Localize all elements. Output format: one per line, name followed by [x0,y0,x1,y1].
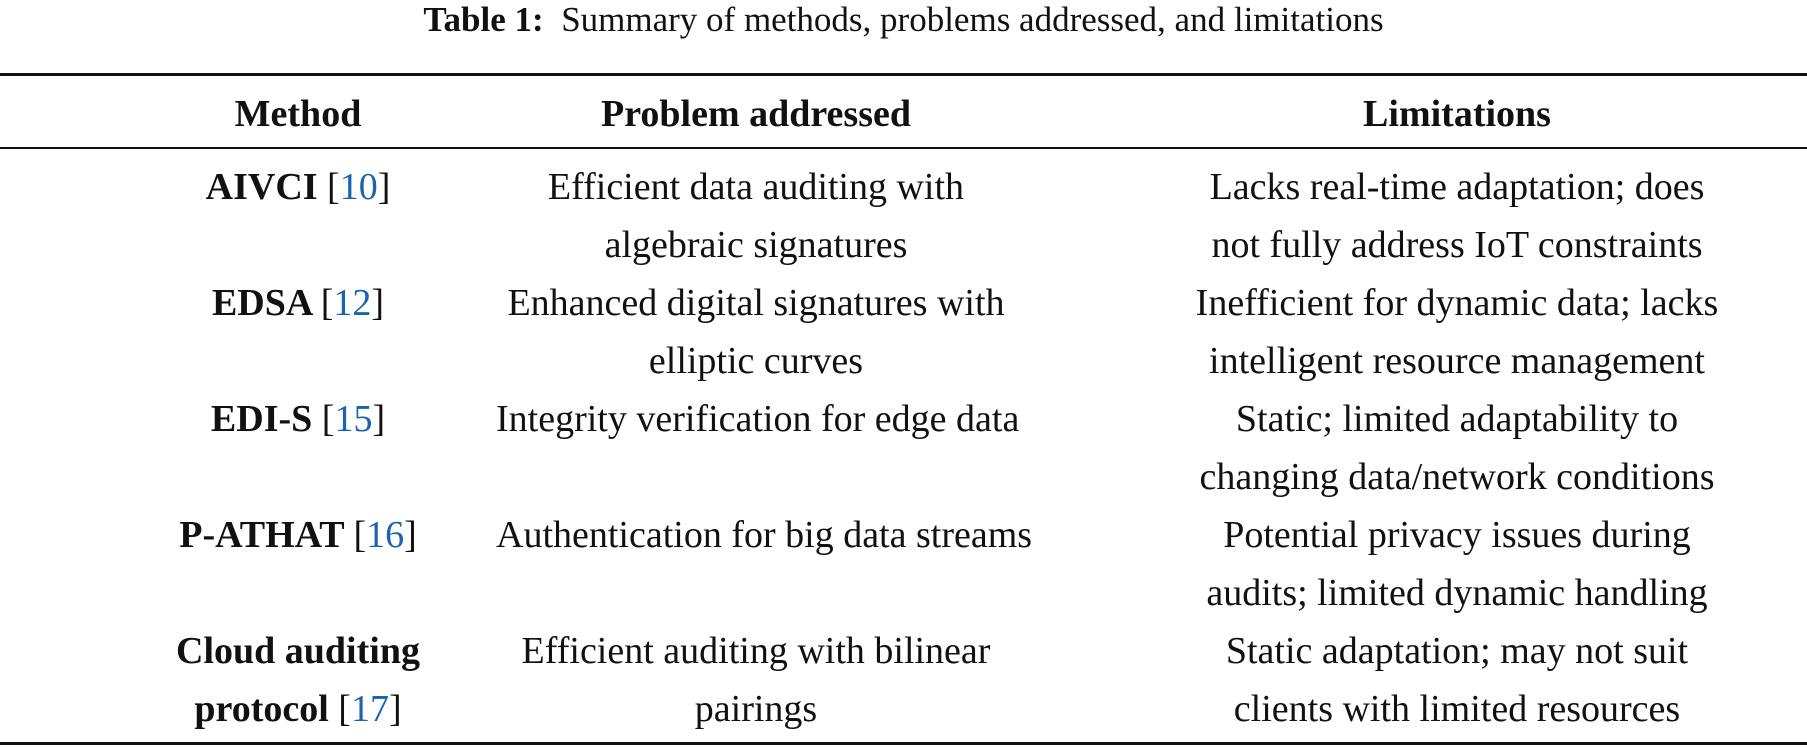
citation-link[interactable]: 15 [334,398,373,440]
problem-line: Efficient data auditing with [547,166,965,208]
table-row [0,274,1807,390]
limitations-cell [1129,274,1785,390]
method-name: P-ATHAT [179,514,344,556]
problem-cell [496,274,1016,390]
limitations-line: Static adaptation; may not suit [1225,630,1689,672]
method-line: EDI-S [15] [210,398,386,440]
limitations-cell [1129,622,1785,738]
header-problem: Problem addressed [601,93,911,135]
limitations-line: intelligent resource management [1209,340,1705,382]
table-row [0,158,1807,274]
method-line: AIVCI [10] [205,166,391,208]
method-line: P-ATHAT [16] [179,514,417,556]
limitations-cell [1129,390,1785,506]
limitations-cell [1129,506,1785,622]
method-name: protocol [194,688,329,730]
header-row [0,86,1807,142]
problem-line: Integrity verification for edge data [496,398,1020,440]
problem-cell [496,158,1016,274]
problem-line: algebraic signatures [604,224,908,266]
citation-link[interactable]: 16 [366,514,405,556]
limitations-line: not fully address IoT constraints [1211,224,1703,266]
table-row [0,506,1807,622]
method-name: EDI-S [210,398,313,440]
limitations-line: Lacks real-time adaptation; does [1209,166,1705,208]
problem-line: Efficient auditing with bilinear [521,630,991,672]
problem-line: Authentication for big data streams [496,514,1033,556]
limitations-line: audits; limited dynamic handling [1206,572,1708,614]
table-row [0,390,1807,506]
method-line: Cloud auditing [176,630,420,672]
limitations-line: Inefficient for dynamic data; lacks [1195,282,1719,324]
problem-line: Enhanced digital signatures with [507,282,1005,324]
limitations-line: Potential privacy issues during [1223,514,1691,556]
problem-cell [496,506,1033,564]
problem-cell [496,622,1016,738]
caption-label: Table 1: [423,0,544,39]
limitations-line: changing data/network conditions [1199,456,1715,498]
problem-cell [496,390,1020,448]
method-name: EDSA [211,282,312,324]
header-rule [0,147,1807,149]
method-name: AIVCI [205,166,318,208]
problem-line: elliptic curves [648,340,864,382]
top-rule [0,73,1807,76]
citation-link[interactable]: 17 [350,688,389,730]
caption-text [552,0,1383,39]
citation-link[interactable]: 12 [333,282,372,324]
caption-body: Summary of methods, problems addressed, and limitations [561,0,1384,39]
limitations-cell [1129,158,1785,274]
header-method: Method [234,93,362,135]
header-limitations: Limitations [1363,93,1551,135]
citation-link[interactable]: 10 [339,166,378,208]
limitations-line: clients with limited resources [1233,688,1681,730]
table-caption [0,0,1807,46]
problem-line: pairings [694,688,818,730]
limitations-line: Static; limited adaptability to [1235,398,1679,440]
table-row [0,622,1807,738]
method-line: EDSA [12] [211,282,385,324]
bottom-rule [0,742,1807,745]
method-line: protocol [17] [194,688,402,730]
